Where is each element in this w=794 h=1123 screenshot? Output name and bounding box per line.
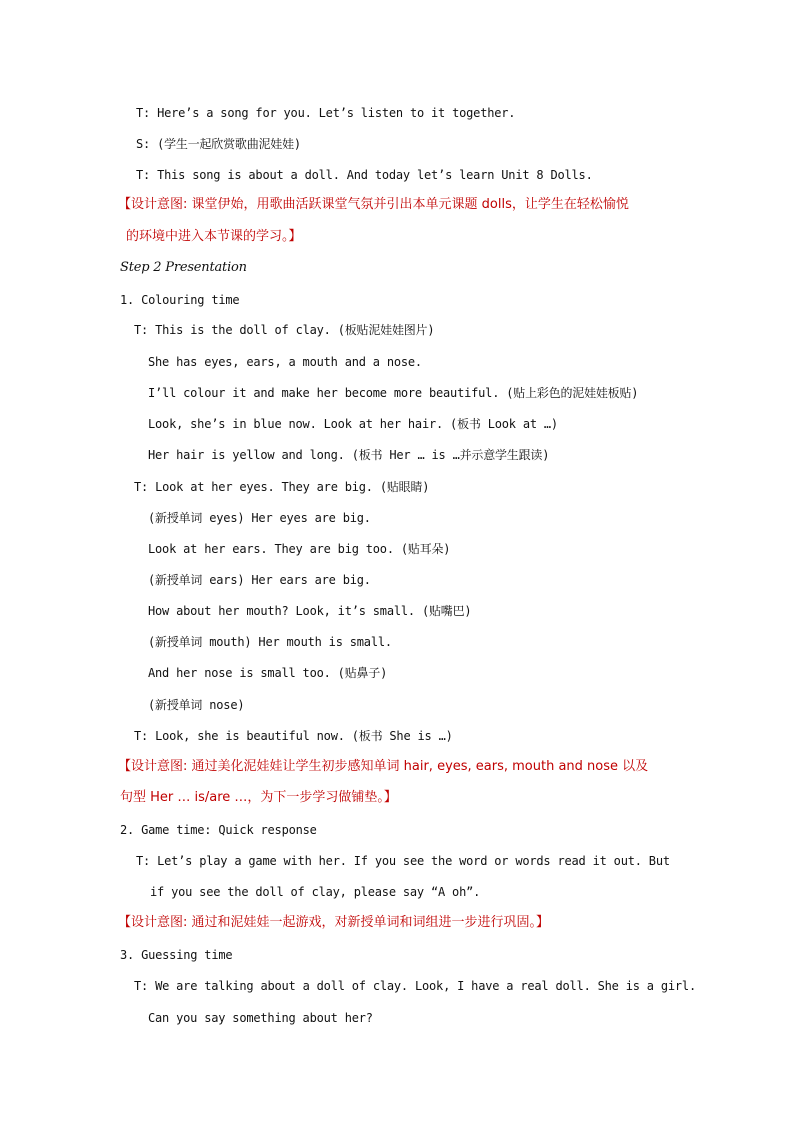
dialogue-line: Look at her ears. They are big too. (贴耳朵) (148, 542, 451, 556)
design-intent-note: 的环境中进入本节课的学习。】 (126, 229, 302, 244)
dialogue-line: Her hair is yellow and long. (板书 Her … is …并示意学生跟读) (148, 448, 550, 462)
dialogue-line: T: Look, she is beautiful now. (板书 She is …) (134, 729, 453, 743)
section-heading: 1. Colouring time (120, 293, 240, 307)
step-heading: Step 2 Presentation (120, 260, 247, 275)
dialogue-line: (新授单词 nose) (148, 698, 245, 712)
design-intent-note: 【设计意图: 通过美化泥娃娃让学生初步感知单词 hair, eyes, ears, mouth and nose 以及 (118, 759, 649, 774)
dialogue-line: She has eyes, ears, a mouth and a nose. (148, 355, 422, 369)
design-intent-note: 【设计意图: 课堂伊始，用歌曲活跃课堂气氛并引出本单元课题 dolls，让学生在轻松愉悦 (118, 197, 629, 212)
dialogue-line: How about her mouth? Look, it’s small. (贴嘴巴) (148, 604, 472, 618)
dialogue-line: if you see the doll of clay, please say “A oh”. (150, 885, 481, 899)
dialogue-line: T: This song is about a doll. And today let’s learn Unit 8 Dolls. (136, 168, 593, 182)
section-heading: 3. Guessing time (120, 948, 233, 962)
dialogue-line: T: Let’s play a game with her. If you see the word or words read it out. But (136, 854, 670, 868)
dialogue-line: T: Here’s a song for you. Let’s listen to it together. (136, 106, 516, 120)
dialogue-line: (新授单词 mouth) Her mouth is small. (148, 635, 392, 649)
dialogue-line: (新授单词 eyes) Her eyes are big. (148, 511, 371, 525)
design-intent-note: 【设计意图: 通过和泥娃娃一起游戏，对新授单词和词组进一步进行巩固。】 (118, 915, 550, 930)
dialogue-line: Can you say something about her? (148, 1011, 373, 1025)
dialogue-line: T: This is the doll of clay. (板贴泥娃娃图片) (134, 323, 435, 337)
dialogue-line: T: Look at her eyes. They are big. (贴眼睛) (134, 480, 430, 494)
design-intent-note: 句型 Her … is/are …，为下一步学习做铺垫。】 (120, 790, 397, 805)
dialogue-line: And her nose is small too. (贴鼻子) (148, 666, 388, 680)
section-heading: 2. Game time: Quick response (120, 823, 317, 837)
dialogue-line: T: We are talking about a doll of clay. Look, I have a real doll. She is a girl. (134, 979, 696, 993)
dialogue-line: Look, she’s in blue now. Look at her hair. (板书 Look at …) (148, 417, 558, 431)
dialogue-line: S: (学生一起欣赏歌曲泥娃娃) (136, 137, 301, 151)
dialogue-line: I’ll colour it and make her become more beautiful. (贴上彩色的泥娃娃板贴) (148, 386, 639, 400)
dialogue-line: (新授单词 ears) Her ears are big. (148, 573, 371, 587)
